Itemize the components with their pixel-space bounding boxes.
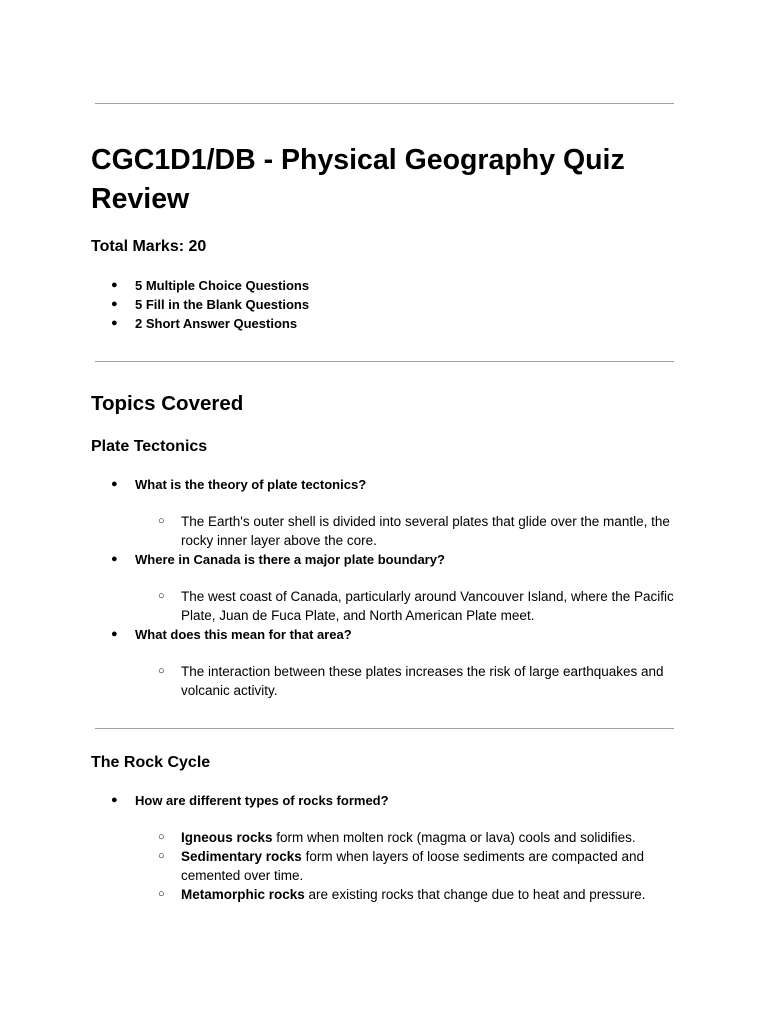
answer-list: [158, 587, 675, 625]
answer-item-metamorphic: ○ Metamorphic rocks are existing rocks that change due to heat and pressure.: [158, 887, 646, 902]
bullet-icon: ●: [111, 298, 118, 310]
question-list: [111, 791, 675, 810]
question-item: ● Where in Canada is there a major plate boundary?: [111, 552, 445, 567]
question-list: [111, 550, 675, 569]
question-list: [111, 625, 675, 644]
bullet-icon: ●: [111, 317, 118, 329]
answer-item: ○ The Earth's outer shell is divided into several plates that glide over the mantle, the rocky inner layer above the core.: [158, 514, 670, 548]
circle-bullet-icon: ○: [158, 665, 165, 677]
horizontal-rule-top: [95, 103, 674, 104]
circle-bullet-icon: ○: [158, 850, 165, 862]
list-item: ● 5 Multiple Choice Questions: [111, 278, 310, 293]
term-igneous: Igneous rocks: [181, 830, 273, 845]
bullet-icon: ●: [111, 279, 118, 291]
page-title: CGC1D1/DB - Physical Geography Quiz Review: [91, 144, 625, 215]
bullet-icon: ●: [111, 628, 118, 640]
list-item: ● 2 Short Answer Questions: [111, 316, 298, 331]
section-heading-topics: Topics Covered: [91, 392, 244, 415]
subsection-heading-rock-cycle: The Rock Cycle: [91, 754, 211, 771]
answer-item-sedimentary: ○ Sedimentary rocks form when layers of loose sediments are compacted and cemented over time.: [158, 849, 644, 883]
circle-bullet-icon: ○: [158, 590, 165, 602]
circle-bullet-icon: ○: [158, 888, 165, 900]
question-item: ● How are different types of rocks formed?: [111, 793, 389, 808]
term-metamorphic: Metamorphic rocks: [181, 887, 305, 902]
subsection-heading-plate-tectonics: Plate Tectonics: [91, 438, 208, 455]
total-marks: Total Marks: 20: [91, 238, 207, 255]
horizontal-rule: [95, 361, 674, 362]
question-list: [111, 475, 675, 494]
answer-list: [158, 828, 675, 904]
list-item: ● 5 Fill in the Blank Questions: [111, 297, 310, 312]
bullet-icon: ●: [111, 553, 118, 565]
answer-list: [158, 662, 675, 700]
horizontal-rule: [95, 728, 674, 729]
answer-item: ○ The west coast of Canada, particularly around Vancouver Island, where the Pacific Plate, Juan de Fuca Plate, and North American Plate meet.: [158, 589, 674, 623]
answer-item-igneous: ○ Igneous rocks form when molten rock (magma or lava) cools and solidifies.: [158, 830, 636, 845]
question-item: ● What does this mean for that area?: [111, 627, 352, 642]
bullet-icon: ●: [111, 478, 118, 490]
circle-bullet-icon: ○: [158, 515, 165, 527]
circle-bullet-icon: ○: [158, 831, 165, 843]
question-item: ● What is the theory of plate tectonics?: [111, 477, 367, 492]
answer-list: [158, 512, 675, 550]
term-sedimentary: Sedimentary rocks: [181, 849, 302, 864]
answer-item: ○ The interaction between these plates increases the risk of large earthquakes and volcanic activity.: [158, 664, 664, 698]
quiz-format-list: [111, 276, 675, 333]
bullet-icon: ●: [111, 794, 118, 806]
